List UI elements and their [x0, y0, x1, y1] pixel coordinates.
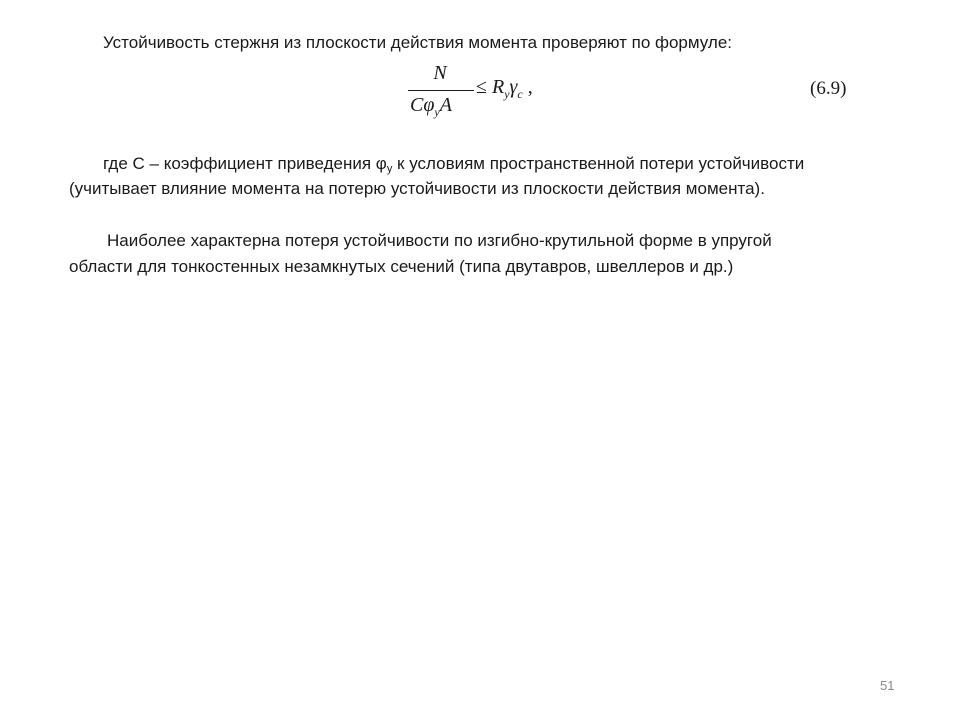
para2-line2: области для тонкостенных незамкнутых сечений (типа двутавров, швеллеров и др.) [69, 257, 734, 276]
leq-symbol: ≤ [476, 76, 487, 98]
denominator-phi-sub: y [434, 105, 440, 119]
denominator-c: C [410, 94, 424, 116]
para1-line1 [103, 153, 804, 177]
rhs-comma: , [522, 76, 533, 98]
heading-text: Устойчивость стержня из плоскости действия момента проверяют по формуле: [103, 33, 732, 52]
para2-line1: Наиболее характерна потеря устойчивости по изгибно-крутильной форме в упругой [107, 231, 772, 250]
formula-rhs [476, 76, 533, 99]
rhs-gamma-sub: c [517, 87, 523, 101]
rhs-gamma: γ [509, 76, 518, 98]
formula-denominator [410, 94, 452, 117]
page-number: 51 [880, 678, 895, 693]
para1-phi-sub: у [386, 163, 393, 175]
rhs-r-sub: y [504, 87, 510, 101]
denominator-a: A [439, 94, 452, 116]
rhs-r: R [491, 76, 505, 98]
formula-numerator: N [433, 62, 447, 84]
para1-line2: (учитывает влияние момента на потерю устойчивости из плоскости действия момента). [69, 179, 765, 198]
formula-fraction [406, 60, 474, 124]
fraction-bar [408, 90, 474, 91]
para1-line1-start: где С – коэффициент приведения φ [103, 154, 387, 173]
equation-number: (6.9) [810, 78, 847, 99]
para1-line1-end: к условиям пространственной потери устойчивости [392, 154, 805, 173]
denominator-phi: φ [423, 94, 435, 116]
formula [400, 60, 600, 126]
